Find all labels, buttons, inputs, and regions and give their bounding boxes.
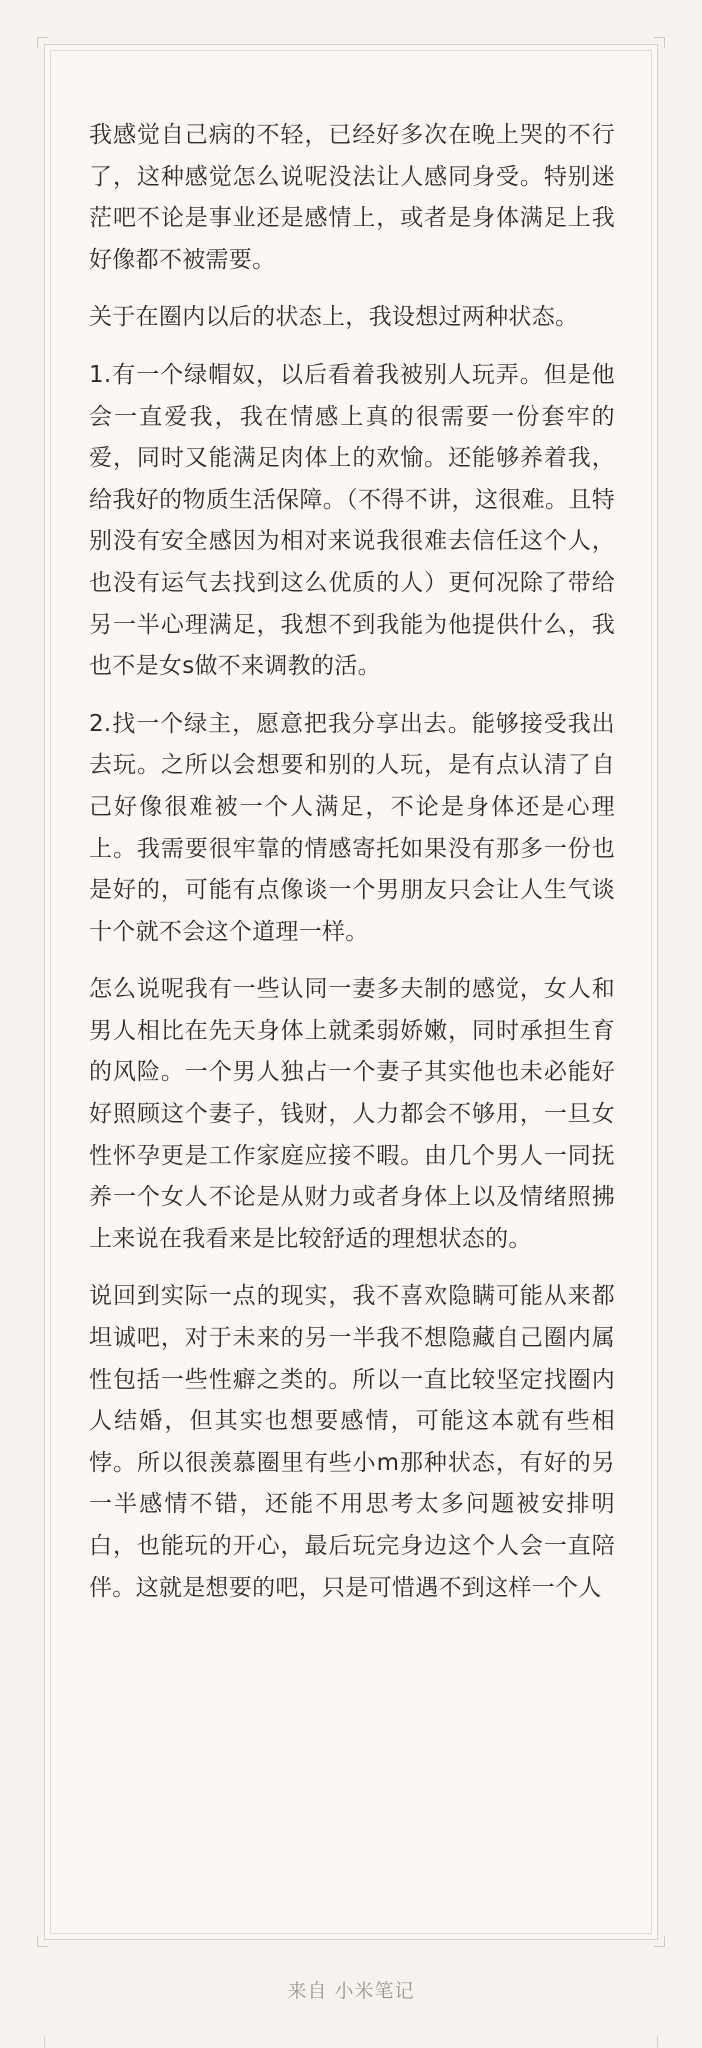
frame-corner-ornament	[654, 1936, 665, 1947]
note-paragraph: 我感觉自己病的不轻，已经好多次在晚上哭的不行了，这种感觉怎么说呢没法让人感同身受。特别迷茫吧不论是事业还是感情上，或者是身体满足上我好像都不被需要。	[89, 122, 615, 273]
note-paragraph: 1.有一个绿帽奴，以后看着我被别人玩弄。但是他会一直爱我，我在情感上真的很需要一份套牢的爱，同时又能满足肉体上的欢愉。还能够养着我，给我好的物质生活保障。（不得不讲，这很难。且特别没有安全感因为相对来说我很难去信任这个人，也没有运气去找到这么优质的人）更何况除了带给另一半心理满足，我想不到我能为他提供什么，我也不是女s做不来调教的活。	[89, 361, 615, 680]
note-body	[89, 115, 615, 1625]
note-paragraph: 2.找一个绿主，愿意把我分享出去。能够接受我出去玩。之所以会想要和别的人玩，是有点认清了自己好像很难被一个人满足，不论是身体还是心理上。我需要很牢靠的情感寄托如果没有那多一份也是好的，可能有点像谈一个男朋友只会让人生气谈十个就不会这个道理一样。	[89, 710, 615, 945]
note-paragraph: 说回到实际一点的现实，我不喜欢隐瞒可能从来都坦诚吧，对于未来的另一半我不想隐藏自己圈内属性包括一些性癖之类的。所以一直比较坚定找圈内人结婚，但其实也想要感情，可能这本就有些相悖。所以很羡慕圈里有些小m那种状态，有好的另一半感情不错，还能不用思考太多问题被安排明白，也能玩的开心，最后玩完身边这个人会一直陪伴。这就是想要的吧，只是可惜遇不到这样一个人	[89, 1283, 615, 1601]
frame-corner-ornament	[37, 37, 48, 48]
frame-corner-ornament	[654, 37, 665, 48]
next-card-edge	[44, 2036, 658, 2048]
note-paragraph: 怎么说呢我有一些认同一妻多夫制的感觉，女人和男人相比在先天身体上就柔弱娇嫩，同时承担生育的风险。一个男人独占一个妻子其实他也未必能好好照顾这个妻子，钱财，人力都会不够用，一旦女性怀孕更是工作家庭应接不暇。由几个男人一同抚养一个女人不论是从财力或者身体上以及情绪照拂上来说在我看来是比较舒适的理想状态的。	[89, 976, 615, 1252]
frame-corner-ornament	[37, 1936, 48, 1947]
note-paragraph: 关于在圈内以后的状态上，我设想过两种状态。	[89, 304, 579, 331]
source-footer: 来自 小米笔记	[287, 1980, 415, 2002]
note-card	[44, 44, 658, 1940]
